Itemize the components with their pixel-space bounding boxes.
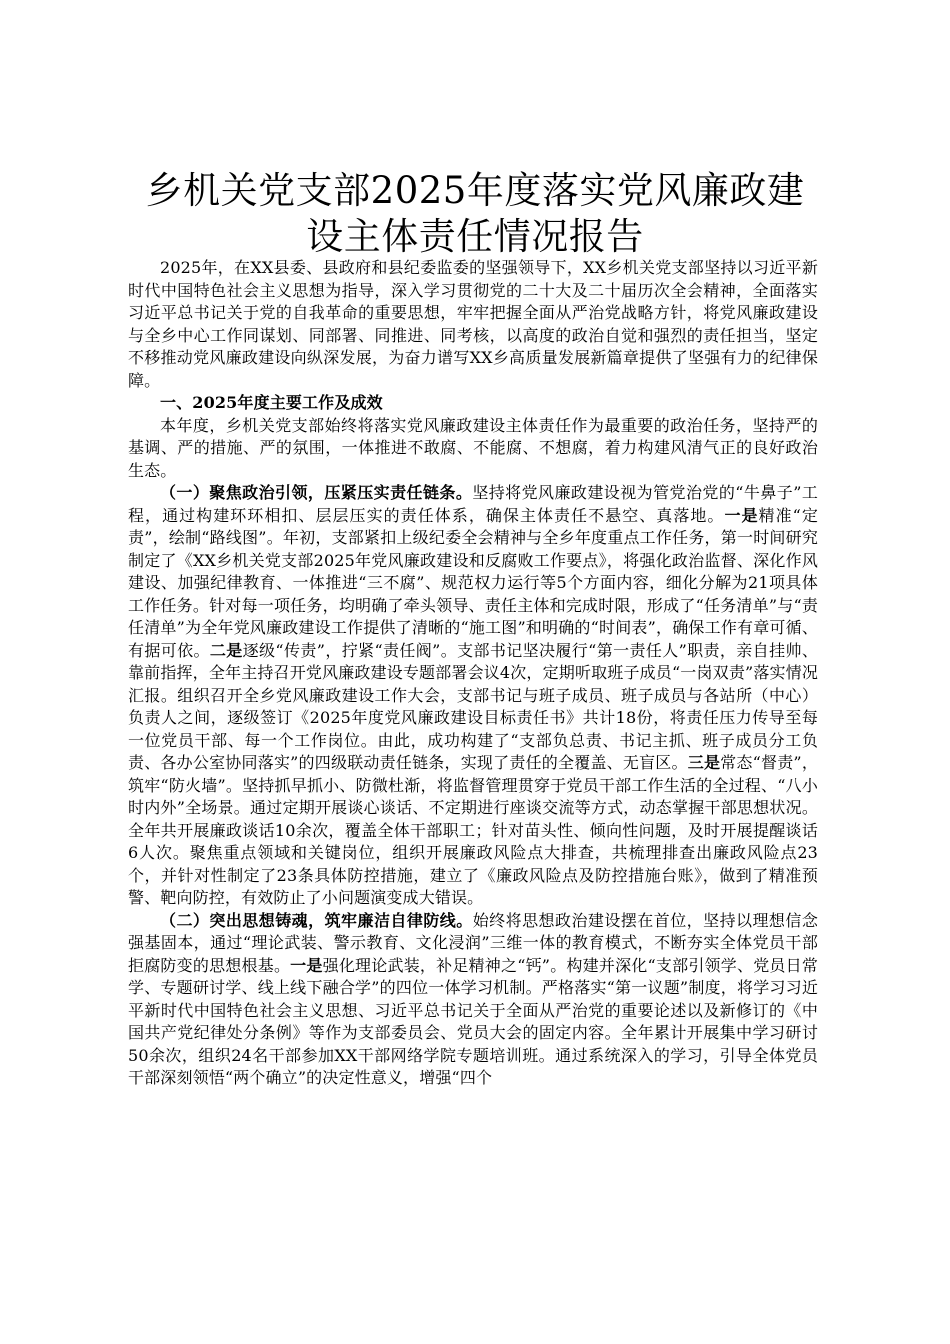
part2-item1-label: 一是	[290, 955, 323, 975]
document-title: 乡机关党支部2025年度落实党风廉政建设主体责任情况报告	[145, 169, 805, 258]
part1-item2-label: 二是	[209, 640, 243, 660]
part1-item2-text: 逐级“传责”，拧紧“责任阀”。支部书记坚决履行“第一责任人”职责，亲自挂帅、靠前指挥，全年主持召开党风廉政建设专题部署会议4次，定期听取班子成员“一岗双责”落实情况汇报。组织召开全乡党风廉政建设工作大会，支部书记与班子成员、班子成员与各站所（中心）负责人之间，逐级签订《2025年度党风廉政建设目标责任书》共计18份，将责任压力传导至每一位党员干部、每一个工作岗位。由此，成功构建了“支部负总责、书记主抓、班子成员分工负责、各办公室协同落实”的四级联动责任链条，实现了责任的全覆盖、无盲区。	[128, 640, 818, 772]
part1-lead: 坚持将党风廉政建设视为管党治党的“牛鼻子”工程，通过构建环环相扣、层层压实的责任体系，确保主体责任不悬空、真落地。	[128, 483, 818, 525]
part2-paragraph	[128, 910, 818, 1090]
part1-paragraph	[128, 482, 818, 910]
document-body	[128, 257, 818, 1090]
part2-item1-text: 强化理论武装，补足精神之“钙”。构建并深化“支部引领学、党员日常学、专题研讨学、线上线下融合学”的四位一体学习机制。严格落实“第一议题”制度，将学习习近平新时代中国特色社会主义思想、习近平总书记关于全面从严治党的重要论述以及新修订的《中国共产党纪律处分条例》等作为支部委员会、党员大会的固定内容。全年累计开展集中学习研讨50余次，组织24名干部参加XX干部网络学院专题培训班。通过系统深入的学习，引导全体党员干部深刻领悟“两个确立”的决定性意义，增强“四个	[128, 955, 818, 1087]
part1-item1-text: 精准“定责”，绘制“路线图”。年初，支部紧扣上级纪委全会精神与全乡年度重点工作任务，第一时间研究制定了《XX乡机关党支部2025年党风廉政建设和反腐败工作要点》，将强化政治监督、深化作风建设、加强纪律教育、一体推进“三不腐”、规范权力运行等5个方面内容，细化分解为21项具体工作任务。针对每一项任务，均明确了牵头领导、责任主体和完成时限，形成了“任务清单”与“责任清单”为全年党风廉政建设工作提供了清晰的“施工图”和明确的“时间表”，确保工作有章可循、有据可依。	[128, 505, 818, 660]
part2-heading: （二）突出思想铸魂，筑牢廉洁自律防线。	[160, 910, 473, 930]
intro-paragraph: 2025年，在XX县委、县政府和县纪委监委的坚强领导下，XX乡机关党支部坚持以习近平新时代中国特色社会主义思想为指导，深入学习贯彻党的二十大及二十届历次全会精神，全面落实习近平总书记关于党的自我革命的重要思想，牢牢把握全面从严治党战略方针，将党风廉政建设与全乡中心工作同谋划、同部署、同推进、同考核，以高度的政治自觉和强烈的责任担当，坚定不移推动党风廉政建设向纵深发展，为奋力谱写XX乡高质量发展新篇章提供了坚强有力的纪律保障。	[128, 258, 818, 390]
section-heading: 一、2025年度主要工作及成效	[160, 393, 383, 412]
part1-heading: （一）聚焦政治引领，压紧压实责任链条。	[160, 483, 473, 502]
part1-item1-label: 一是	[724, 505, 759, 525]
part1-item3-label: 三是	[687, 753, 721, 772]
part2-lead: 始终将思想政治建设摆在首位，坚持以理想信念强基固本，通过“理论武装、警示教育、文化浸润”三维一体的教育模式，不断夯实全体党员干部拒腐防变的思想根基。	[128, 910, 818, 975]
section-intro-paragraph: 本年度，乡机关党支部始终将落实党风廉政建设主体责任作为最重要的政治任务，坚持严的基调、严的措施、严的氛围，一体推进不敢腐、不能腐、不想腐，着力构建风清气正的良好政治生态。	[128, 415, 818, 480]
part1-item3-text: 常态“督责”，筑牢“防火墙”。坚持抓早抓小、防微杜渐，将监督管理贯穿于党员干部工作生活的全过程、“八小时内外”全场景。通过定期开展谈心谈话、不定期进行座谈交流等方式，动态掌握干部思想状况。全年共开展廉政谈话10余次，覆盖全体干部职工；针对苗头性、倾向性问题，及时开展提醒谈话6人次。聚焦重点领域和关键岗位，组织开展廉政风险点大排查，共梳理排查出廉政风险点23个，并针对性制定了23条具体防控措施，建立了《廉政风险点及防控措施台账》，做到了精准预警、靶向防控，有效防止了小问题演变成大错误。	[128, 753, 818, 907]
